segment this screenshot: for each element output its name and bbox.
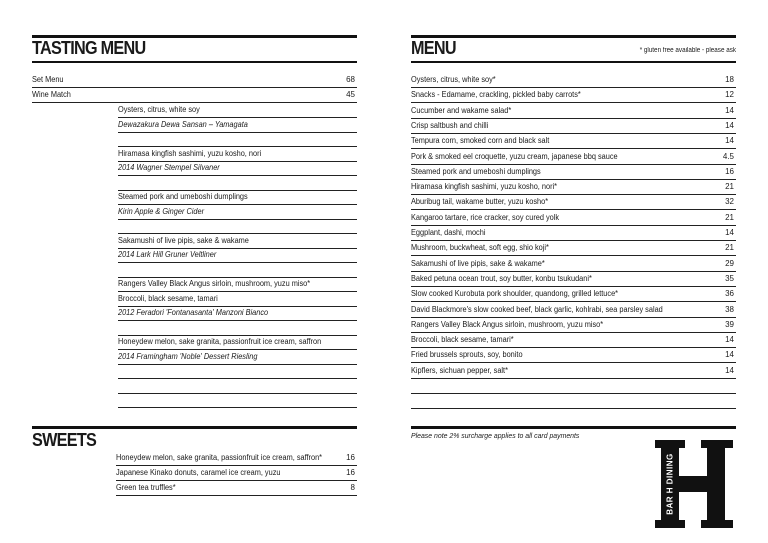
course-row xyxy=(118,234,357,249)
menu-row-price: 14 xyxy=(725,335,734,345)
course-row-text: Oysters, citrus, white soy xyxy=(118,105,200,114)
wine-pairing-row-text: 2014 Wagner Stempel Silvaner xyxy=(118,163,220,172)
menu-row-price: 21 xyxy=(725,243,734,253)
menu-row-price: 35 xyxy=(725,273,734,283)
course-row-text: Rangers Valley Black Angus sirloin, mushroom, yuzu miso* xyxy=(118,279,311,288)
menu-row-price: 4.5 xyxy=(722,151,734,161)
menu-row-price: 29 xyxy=(725,258,734,268)
menu-row-text: Oysters, citrus, white soy* xyxy=(411,75,496,84)
tasting-price-row-text: Set Menu xyxy=(32,75,64,84)
menu-row-price: 32 xyxy=(725,197,734,207)
sweets-row-price: 16 xyxy=(346,468,355,477)
menu-row-text: Baked petuna ocean trout, soy butter, konbu tsukudani* xyxy=(411,273,592,283)
menu-row-text: Slow cooked Kurobuta pork shoulder, quandong, grilled lettuce* xyxy=(411,289,619,299)
course-row xyxy=(118,292,357,307)
tasting-price-row-price: 45 xyxy=(346,90,355,99)
menu-row xyxy=(411,134,736,149)
wine-pairing-row xyxy=(118,205,357,220)
menu-row-price: 18 xyxy=(725,75,734,84)
menu-row-text: Sakamushi of live pipis, sake & wakame* xyxy=(411,258,545,268)
menu-row-price xyxy=(734,394,736,408)
menu-row-text: Snacks - Edamame, crackling, pickled baby carrots* xyxy=(411,90,581,100)
course-row xyxy=(118,277,357,292)
menu-row-text: Rangers Valley Black Angus sirloin, mushroom, yuzu miso* xyxy=(411,319,604,329)
tasting-heading-rule xyxy=(32,61,357,63)
menu-row xyxy=(411,88,736,103)
course-row xyxy=(118,219,357,234)
menu-row-text: Crisp saltbush and chilli xyxy=(411,120,489,130)
logo-wordmark: BAR H DINING xyxy=(665,453,675,515)
course-row xyxy=(118,147,357,162)
sweets-top-rule xyxy=(32,426,357,429)
wine-pairing-row xyxy=(118,248,357,263)
menu-row-text: David Blackmore's slow cooked beef, black garlic, kohlrabi, sea parsley salad xyxy=(411,304,663,314)
menu-row-price: 14 xyxy=(725,105,734,115)
menu-row-text: Broccoli, black sesame, tamari* xyxy=(411,335,514,345)
menu-row xyxy=(411,364,736,379)
tasting-price-row xyxy=(32,73,357,88)
sweets-row xyxy=(116,451,357,466)
tasting-price-row-text: Wine Match xyxy=(32,90,71,99)
menu-row xyxy=(411,104,736,119)
sweets-row-text: Japanese Kinako donuts, caramel ice cream, yuzu xyxy=(116,468,281,477)
tasting-price-row-price: 68 xyxy=(346,75,355,84)
bar-h-dining-logo xyxy=(655,440,735,528)
menu-row-text: Fried brussels sprouts, soy, bonito xyxy=(411,350,523,360)
menu-row-text: Kangaroo tartare, rice cracker, soy cured yolk xyxy=(411,212,560,222)
course-row xyxy=(118,379,357,394)
sweets-row-text: Green tea truffles* xyxy=(116,483,176,492)
course-row xyxy=(118,132,357,147)
course-row-text: Broccoli, black sesame, tamari xyxy=(118,293,218,303)
gluten-free-note: * gluten free available - please ask xyxy=(639,47,736,54)
menu-row-price: 39 xyxy=(725,319,734,329)
sweets-row xyxy=(116,481,357,496)
menu-heading: MENU xyxy=(411,38,456,58)
menu-row-price xyxy=(734,379,736,393)
menu-row xyxy=(411,195,736,210)
tasting-menu-heading: TASTING MENU xyxy=(32,38,146,58)
course-row-text: Honeydew melon, sake granita, passionfruit ice cream, saffron xyxy=(118,337,322,346)
course-row xyxy=(118,321,357,336)
menu-row-text: Aburibug tail, wakame butter, yuzu kosho* xyxy=(411,197,549,207)
course-row xyxy=(118,190,357,205)
menu-row-text: Hiramasa kingfish sashimi, yuzu kosho, nori* xyxy=(411,182,558,192)
menu-row-text: Kipflers, sichuan pepper, salt* xyxy=(411,365,508,375)
surcharge-top-rule xyxy=(411,426,736,429)
course-row xyxy=(118,364,357,379)
course-row-text: Hiramasa kingfish sashimi, yuzu kosho, nori xyxy=(118,148,262,158)
sweets-row xyxy=(116,466,357,481)
sweets-row-text: Honeydew melon, sake granita, passionfruit ice cream, saffron* xyxy=(116,453,323,462)
menu-row-price: 12 xyxy=(725,90,734,100)
menu-row xyxy=(411,318,736,333)
menu-row-text: Eggplant, dashi, mochi xyxy=(411,228,486,237)
menu-row-text: Pork & smoked eel croquette, yuzu cream, japanese bbq sauce xyxy=(411,151,618,161)
menu-row xyxy=(411,303,736,318)
menu-row-price: 38 xyxy=(725,304,734,314)
course-row xyxy=(118,263,357,278)
wine-pairing-row xyxy=(118,118,357,133)
menu-row xyxy=(411,272,736,287)
menu-row xyxy=(411,333,736,348)
menu-row xyxy=(411,287,736,302)
course-row-text: Steamed pork and umeboshi dumplings xyxy=(118,192,248,201)
menu-row-price: 14 xyxy=(725,365,734,375)
menu-row xyxy=(411,119,736,134)
menu-row-price: 14 xyxy=(725,350,734,360)
wine-pairing-row-text: 2014 Lark Hill Gruner Veltliner xyxy=(118,250,217,259)
menu-row-price: 21 xyxy=(725,212,734,222)
surcharge-note: Please note 2% surcharge applies to all card payments xyxy=(411,431,580,440)
menu-row xyxy=(411,241,736,256)
sweets-row-price: 8 xyxy=(350,483,355,492)
menu-row-price: 36 xyxy=(725,289,734,299)
wine-pairing-row-text: 2014 Framingham 'Noble' Dessert Riesling xyxy=(118,351,258,361)
course-row xyxy=(118,393,357,408)
course-row xyxy=(118,103,357,118)
menu-row-text: Mushroom, buckwheat, soft egg, shio koji* xyxy=(411,243,549,253)
wine-pairing-row-text: Kirin Apple & Ginger Cider xyxy=(118,206,205,216)
menu-row xyxy=(411,257,736,272)
menu-row xyxy=(411,394,736,409)
wine-pairing-row xyxy=(118,350,357,365)
sweets-row-price: 16 xyxy=(346,453,355,462)
menu-row-price: 14 xyxy=(725,136,734,146)
menu-row-price: 14 xyxy=(725,228,734,237)
tasting-price-row xyxy=(32,88,357,103)
wine-pairing-row-text: 2012 Feradori 'Fontanasanta' Manzoni Bianco xyxy=(118,308,269,317)
wine-pairing-row xyxy=(118,161,357,176)
sweets-heading: SWEETS xyxy=(32,430,97,450)
menu-row-text: Tempura corn, smoked corn and black salt xyxy=(411,136,550,146)
menu-row xyxy=(411,348,736,363)
menu-heading-rule xyxy=(411,61,736,63)
menu-row xyxy=(411,379,736,394)
menu-row-price: 14 xyxy=(725,120,734,130)
menu-row-price: 21 xyxy=(725,182,734,192)
menu-row xyxy=(411,211,736,226)
course-row xyxy=(118,176,357,191)
menu-row-text: Cucumber and wakame salad* xyxy=(411,105,512,115)
menu-top-rule xyxy=(411,35,736,38)
course-row-text: Sakamushi of live pipis, sake & wakame xyxy=(118,235,249,245)
menu-row xyxy=(411,165,736,180)
menu-row xyxy=(411,180,736,195)
wine-pairing-row-text: Dewazakura Dewa Sansan – Yamagata xyxy=(118,119,248,129)
menu-row-text: Steamed pork and umeboshi dumplings xyxy=(411,166,541,176)
wine-pairing-row xyxy=(118,306,357,321)
menu-row xyxy=(411,150,736,165)
course-row xyxy=(118,335,357,350)
menu-row xyxy=(411,226,736,241)
menu-row xyxy=(411,73,736,88)
menu-row-price: 16 xyxy=(725,166,734,176)
